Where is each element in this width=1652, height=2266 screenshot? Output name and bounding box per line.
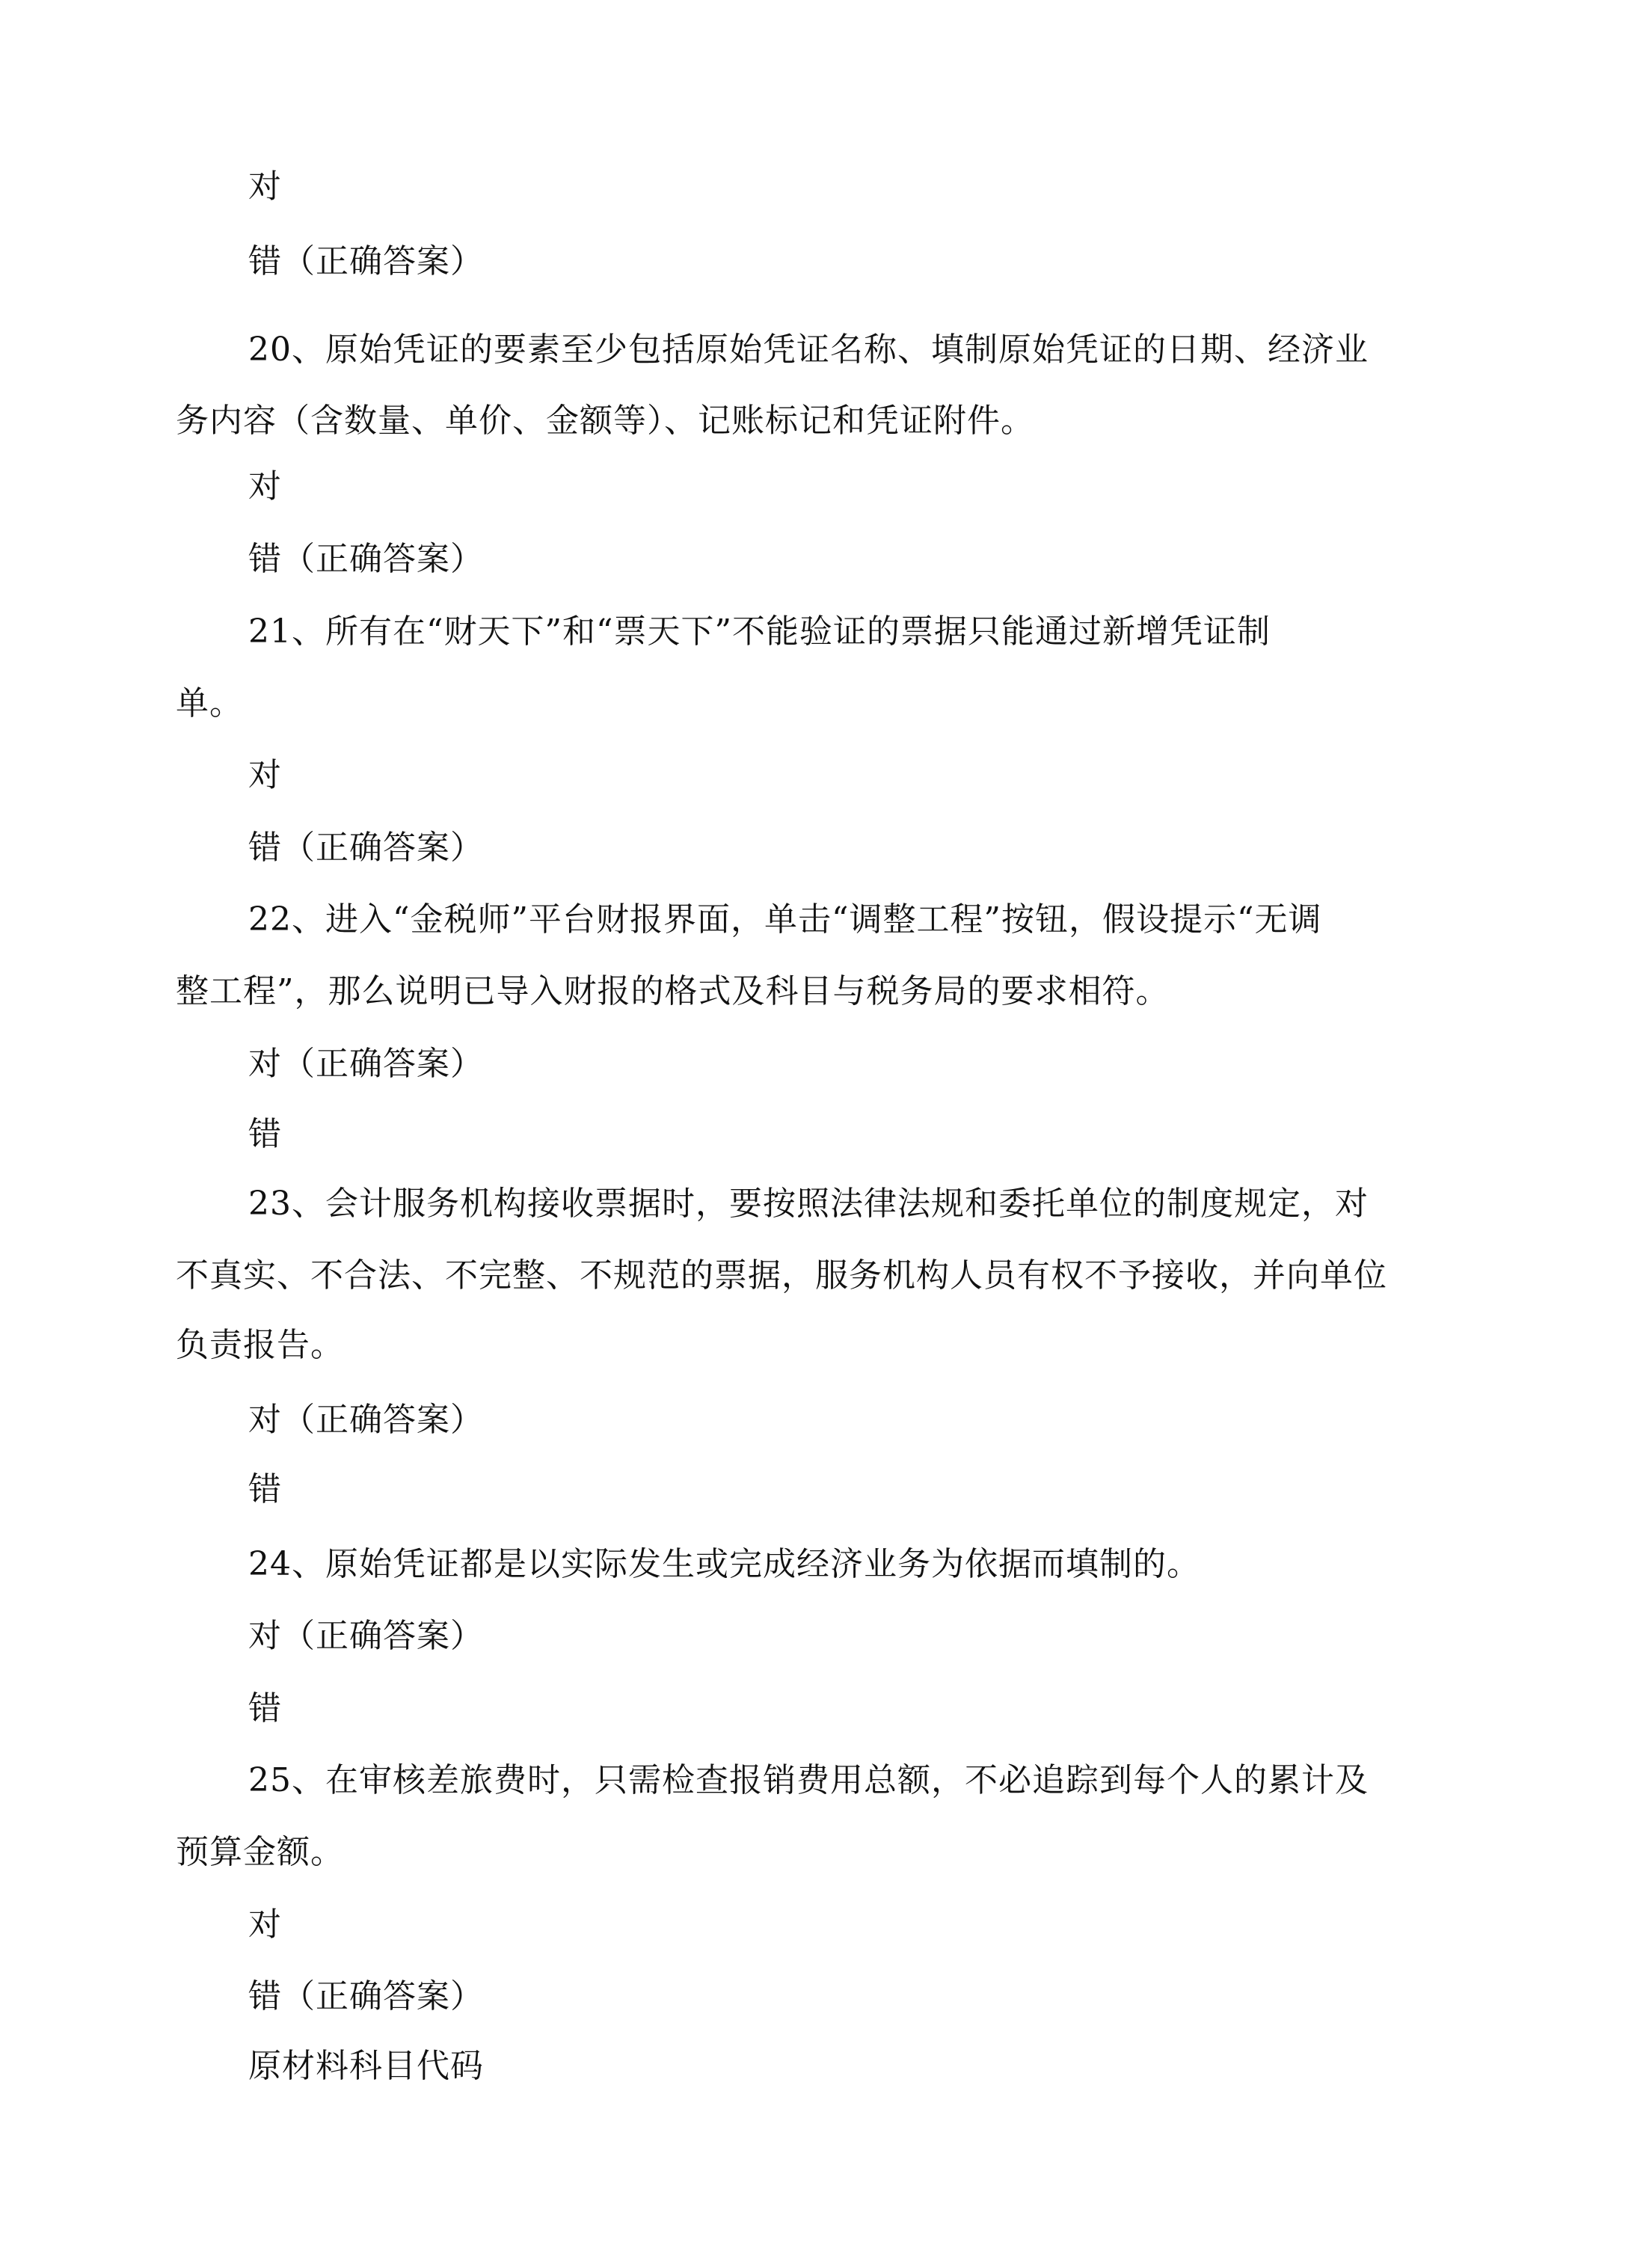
q22-option-true-correct: 对（正确答案） xyxy=(248,1045,484,1083)
question-22-line-2: 整工程”，那么说明已导入财报的格式及科目与税务局的要求相符。 xyxy=(176,972,1170,1010)
q23-option-true-correct: 对（正确答案） xyxy=(248,1401,484,1439)
section-heading: 原材料科目代码 xyxy=(248,2047,484,2085)
question-21-line-1: 21、所有在“财天下”和“票天下”不能验证的票据只能通过新增凭证制 xyxy=(248,612,1271,651)
question-25-line-2: 预算金额。 xyxy=(176,1833,344,1871)
q20-option-false-correct: 错（正确答案） xyxy=(248,540,484,578)
q24-option-false: 错 xyxy=(248,1689,282,1728)
q22-option-false: 错 xyxy=(248,1115,282,1153)
question-20-line-1: 20、原始凭证的要素至少包括原始凭证名称、填制原始凭证的日期、经济业 xyxy=(248,331,1369,369)
option-false-correct: 错（正确答案） xyxy=(248,242,484,280)
question-23-line-2: 不真实、不合法、不完整、不规范的票据，服务机构人员有权不予接收，并向单位 xyxy=(176,1256,1387,1295)
question-25-line-1: 25、在审核差旅费时，只需检查报销费用总额，不必追踪到每个人的累计及 xyxy=(248,1761,1369,1799)
q23-option-false: 错 xyxy=(248,1470,282,1508)
q24-option-true-correct: 对（正确答案） xyxy=(248,1617,484,1655)
question-23-line-1: 23、会计服务机构接收票据时，要按照法律法规和委托单位的制度规定，对 xyxy=(248,1185,1369,1223)
question-24-line-1: 24、原始凭证都是以实际发生或完成经济业务为依据而填制的。 xyxy=(248,1545,1200,1583)
question-22-line-1: 22、进入“金税师”平台财报界面，单击“调整工程”按钮，假设提示“无调 xyxy=(248,900,1322,939)
question-21-line-2: 单。 xyxy=(176,684,243,722)
q21-option-false-correct: 错（正确答案） xyxy=(248,829,484,867)
q25-option-true: 对 xyxy=(248,1906,282,1944)
q20-option-true: 对 xyxy=(248,467,282,506)
question-23-line-3: 负责报告。 xyxy=(176,1326,344,1364)
question-20-line-2: 务内容（含数量、单价、金额等）、记账标记和凭证附件。 xyxy=(176,402,1034,440)
option-true: 对 xyxy=(248,168,282,206)
q25-option-false-correct: 错（正确答案） xyxy=(248,1977,484,2015)
q21-option-true: 对 xyxy=(248,756,282,794)
